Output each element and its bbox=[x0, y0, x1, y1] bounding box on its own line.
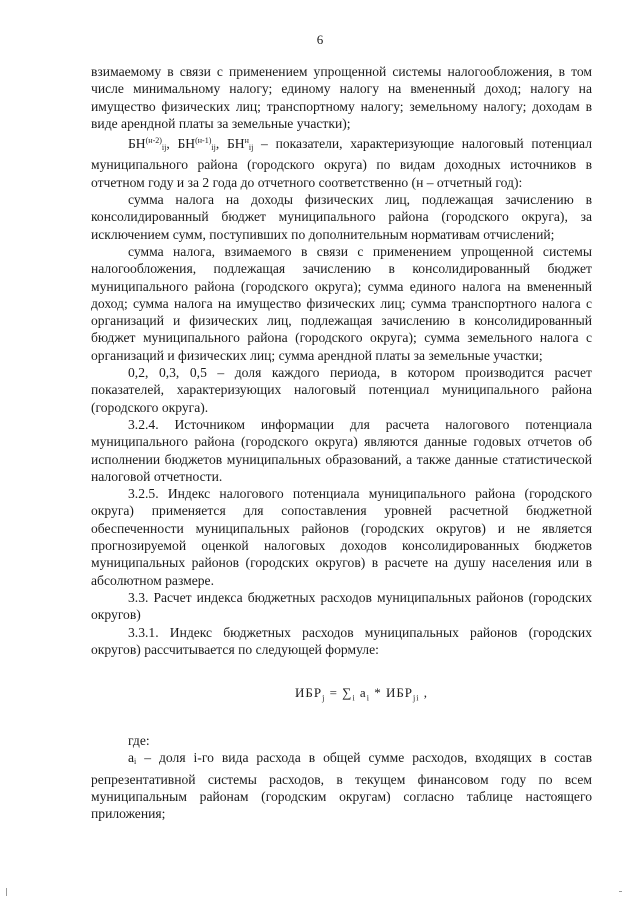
formula-rhs-sub: ji bbox=[413, 693, 420, 703]
paragraph-ai-definition bbox=[91, 749, 592, 822]
bn-sup-2: (н-1) bbox=[195, 136, 212, 146]
document-body bbox=[91, 63, 592, 822]
paragraph-3-2-5: 3.2.5. Индекс налогового потенциала муниципального района (городского округа) применяется для сопоставления уровней расчетной бюджетной обеспеченности муниципальных районов (городских округов) и не является прогнозируемой оценкой налоговых доходов консолидированных бюджетов муниципальных районов (городских округов) в расчете на душу населения или в абсолютном размере. bbox=[91, 486, 592, 588]
formula-lhs: ИБР bbox=[295, 685, 323, 701]
formula-ibr bbox=[91, 684, 592, 707]
formula-a-sub: i bbox=[366, 693, 370, 703]
bn-sup-1: (н-2) bbox=[145, 136, 162, 146]
paragraph-bn-definitions bbox=[91, 132, 592, 191]
ai-sub: i bbox=[134, 757, 137, 767]
page-number: 6 bbox=[316, 32, 324, 47]
ai-definition-text: – доля i-го вида расхода в общей сумме расходов, входящих в состав репрезентативной системы расходов, в текущем финансовом году по всем муниципальным районам (городским округам) согласно таблице настоящего приложения; bbox=[91, 750, 592, 822]
bn-sub-3: ij bbox=[248, 143, 254, 153]
scan-edge-mark bbox=[6, 888, 7, 896]
paragraph-other-taxes: сумма налога, взимаемого в связи с применением упрощенной системы налогообложения, подлежащая зачислению в консолидированный бюджет муниципального района (городского округа); сумма единого налога на вмененный доход; сумма налога на имущество физических лиц; сумма транспортного налога с организаций и физических лиц, подлежащая зачислению в консолидированный бюджет муниципального района (городского округа); сумма земельного налога с организаций и физических лиц; сумма арендной платы за земельные участки; bbox=[91, 243, 592, 363]
bn-definition-text: – показатели, характеризующие налоговый потенциал муниципального района (городского округа) по видам доходных источников в отчетном году и за 2 года до отчетного соответственно (н – отчетный год): bbox=[91, 136, 592, 190]
formula-end: , bbox=[419, 685, 428, 701]
bn-sub-1: ij bbox=[161, 143, 167, 153]
bn-symbol-1: БН bbox=[128, 136, 146, 152]
bn-sub-2: ij bbox=[211, 143, 216, 153]
bn-symbol-3: , БН bbox=[215, 136, 245, 152]
paragraph-3-2-4: 3.2.4. Источником информации для расчета налогового потенциала муниципального района (городского округа) являются данные годовых отчетов об исполнении бюджетов муниципальных образований, а также данные статистической налоговой отчетности. bbox=[91, 416, 592, 484]
formula-lhs-sub: j bbox=[322, 693, 326, 703]
formula-rhs: * ИБР bbox=[369, 685, 414, 701]
bn-symbol-2: , БН bbox=[166, 136, 196, 152]
paragraph-3-3-1: 3.3.1. Индекс бюджетных расходов муниципальных районов (городских округов) рассчитывается по следующей формуле: bbox=[91, 624, 592, 657]
paragraph-where: где: bbox=[128, 732, 150, 748]
paragraph-period-weights: 0,2, 0,3, 0,5 – доля каждого периода, в котором производится расчет показателей, характеризующих налоговый потенциал муниципального района (городского округа). bbox=[91, 365, 592, 415]
formula-a: a bbox=[355, 685, 367, 701]
scan-edge-mark-right bbox=[619, 891, 622, 892]
paragraph-ndfl: сумма налога на доходы физических лиц, подлежащая зачислению в консолидированный бюджет муниципального района (городского округа), за исключением сумм, поступивших по дополнительным нормативам отчислений; bbox=[91, 192, 592, 242]
paragraph-tax-continuation: взимаемому в связи с применением упрощенной системы налогообложения, в том числе минимальному налогу; единому налогу на вмененный доход; налогу на имущество физических лиц; транспортному налогу; земельному налогу; доходам в виде арендной платы за земельные участки); bbox=[91, 64, 592, 131]
ai-symbol: a bbox=[128, 750, 135, 766]
section-heading-3-3: 3.3. Расчет индекса бюджетных расходов муниципальных районов (городских округов) bbox=[91, 589, 592, 623]
bn-sup-3: н bbox=[244, 136, 249, 146]
formula-sum-sub: i bbox=[352, 693, 356, 703]
formula-sum: = ∑ bbox=[325, 685, 353, 701]
